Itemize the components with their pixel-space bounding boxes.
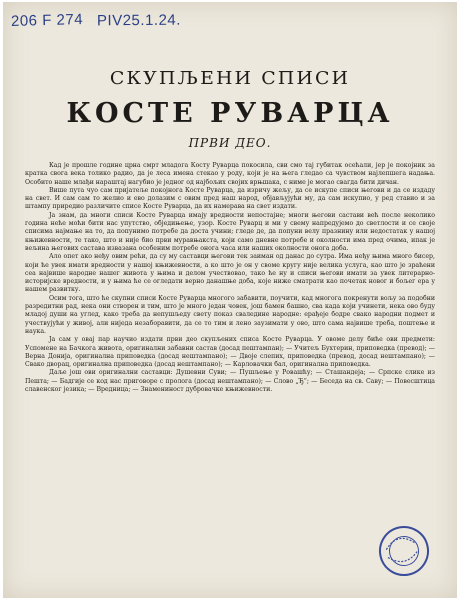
- paragraph-1: Кад је прошле године црна смрт младога Косту Руварца покосила, сви смо тај губитак осећали, јер је покојник за кратка свога века толико радио, да је леса имена стекао у роду, који је на њега гледао са чувством најлепшега надања. Особито наше млађи нараштај нагубио је једног од најбољих својих врњшака, с ниме је могао свагда бити дичан.: [25, 162, 435, 186]
- paragraph-5: Осим тога, што ће скупни списи Косте Руварца многого забавити, поучити, кад многога покренути вољу за подобни разредитни рад, нека они створен и тим, што је много један човек, још бамен башно, сва када који учинети, нека ово буду младој души на углед, како треба да непушљеду свету показ сваледине народне: ерађеје бодре свако народни подмет и учествујући у живој, али ниједа незаборавити, да се то тим и лено заузимати у ово, што сама највише треба, поштење и наука.: [25, 294, 435, 335]
- library-stamp: [374, 521, 433, 580]
- paragraph-7: Даље још ови оригинални саставци: Душевни Суви; — Пушљење у Ровашћу; — Сташандеја; — Српске слике из Пешта; — Бадгије се код нас приговоре с пролога (досад нештампано); — Слово „Ђ“; — Беседа на св. Саву; — Повесштица славенског језика; — Вредница; — Знамениност дубровачке књижевности.: [25, 369, 435, 394]
- paragraph-4: Ало опет ако неђу овим рећи, да су му саставци његови тек заиман од данас до сутра. Има неђу њима много бисер, који ће увек имати вредности у нашој књижевности, а ко што је он у своме кругу није велика услуга, као што је зраћени сеа највише народне нашег живота у њима и делом учествовао, тако ће ну и списи његови имати за увек литерарно-историјске вредности, и у њима ће се огледати верно данашње доба, које ниже сматрати као почетак новог и бољег ера у нашем развитку.: [25, 253, 435, 294]
- paragraph-3: Ја знам, да многи списи Косте Руварца имају вредности непостајне; многи његови састави већ после неколико година неће моћи бити нас упутство, обједињење, узор. Косте Руварц и ми у свему напредујемо до светлости и се своје списима најмање на то, да попунимо потребе да доста учини; гледе де, да попуни велу празнину или недостатак у нашој књижевности, те тако, што и није био први муравњакста, који само дневне потребе и околности има пред очима, ипак је вељина његових састава извазана особеним потребе онога часа или наших околности онога доба.: [25, 211, 435, 252]
- stamp-lettering-icon: [374, 522, 429, 577]
- title-line-1: СКУПЉЕНИ СПИСИ: [109, 68, 351, 89]
- title-line-2: КОСТЕ РУВАРЦА: [66, 98, 394, 129]
- paragraph-6: Ја сам у овај пар научио издати први део скупљених списа Косте Руварца. У овоме делу биће ови предмети: Успомене на Бачкога живота, оригинални забавни састав (досад пештампан); — Учитељ Бухтерин, приповедка (превод); — Верна Донија, оригинална приповедка (досад нештампано); — Двоје слепих, приповедка (превод, досад нештампано); — Свако дворац, оригинална приповедка (досад нештампано); — Карловачки бал, оригинална приповедка.: [25, 336, 435, 369]
- archive-number: 206 F 274: [10, 11, 84, 30]
- archival-notation: [11, 12, 181, 29]
- document-page: [3, 2, 457, 598]
- title-line-3: ПРВИ ДЕО.: [188, 136, 272, 150]
- archive-callmark: PIV25.1.24.: [96, 11, 182, 30]
- body-text: [25, 162, 435, 394]
- paragraph-2: Више пута чуо сам пријатеље покојнога Косте Руварца, да изричу жељу, да се искупе списи његови и да се издаду на свет. И сам сам то желио и ево долазим с овим пред наш народ, објављујући му, да сам искупио, у ред ставио и за штампу приредио различите списе Косте Руварца, да их намерава на свет издати.: [25, 186, 435, 211]
